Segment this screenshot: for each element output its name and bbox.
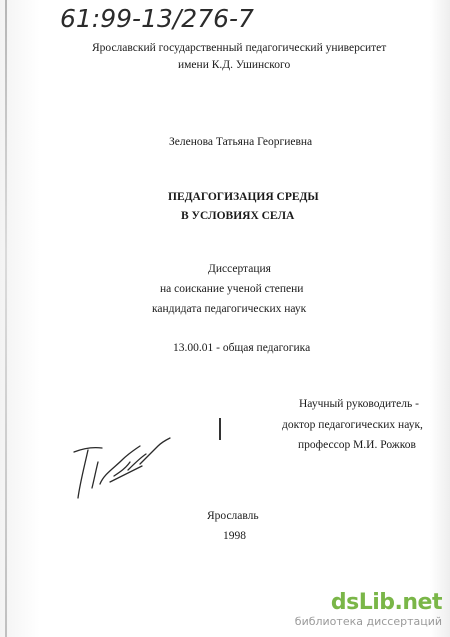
degree-line2: на соискание ученой степени — [160, 283, 304, 295]
specialty-code: 13.00.01 - общая педагогика — [173, 342, 311, 354]
handwritten-signature — [70, 428, 180, 508]
watermark — [268, 588, 450, 637]
supervisor-line3: профессор М.И. Рожков — [298, 439, 416, 451]
supervisor-line2: доктор педагогических наук, — [282, 419, 423, 431]
supervisor-line1: Научный руководитель - — [299, 398, 419, 410]
university-name-line1: Ярославский государственный педагогический университет — [92, 42, 387, 54]
thesis-title-line1: ПЕДАГОГИЗАЦИЯ СРЕДЫ — [168, 191, 319, 203]
scan-edge-line — [5, 0, 7, 637]
archive-code-text: 61:99-13/276-7 — [60, 6, 254, 32]
archive-code-stamp — [60, 6, 320, 32]
university-name-line2: имени К.Д. Ушинского — [178, 59, 291, 71]
degree-line1: Диссертация — [208, 263, 271, 275]
pen-tick-mark — [219, 418, 221, 440]
year: 1998 — [223, 530, 246, 542]
watermark-logo: dsLib.net — [330, 590, 442, 615]
thesis-title-line2: В УСЛОВИЯХ СЕЛА — [181, 210, 295, 222]
city: Ярославль — [207, 510, 259, 522]
watermark-subtitle: библиотека диссертаций — [294, 615, 442, 628]
author-name: Зеленова Татьяна Георгиевна — [169, 136, 313, 148]
degree-line3: кандидата педагогических наук — [152, 303, 307, 315]
